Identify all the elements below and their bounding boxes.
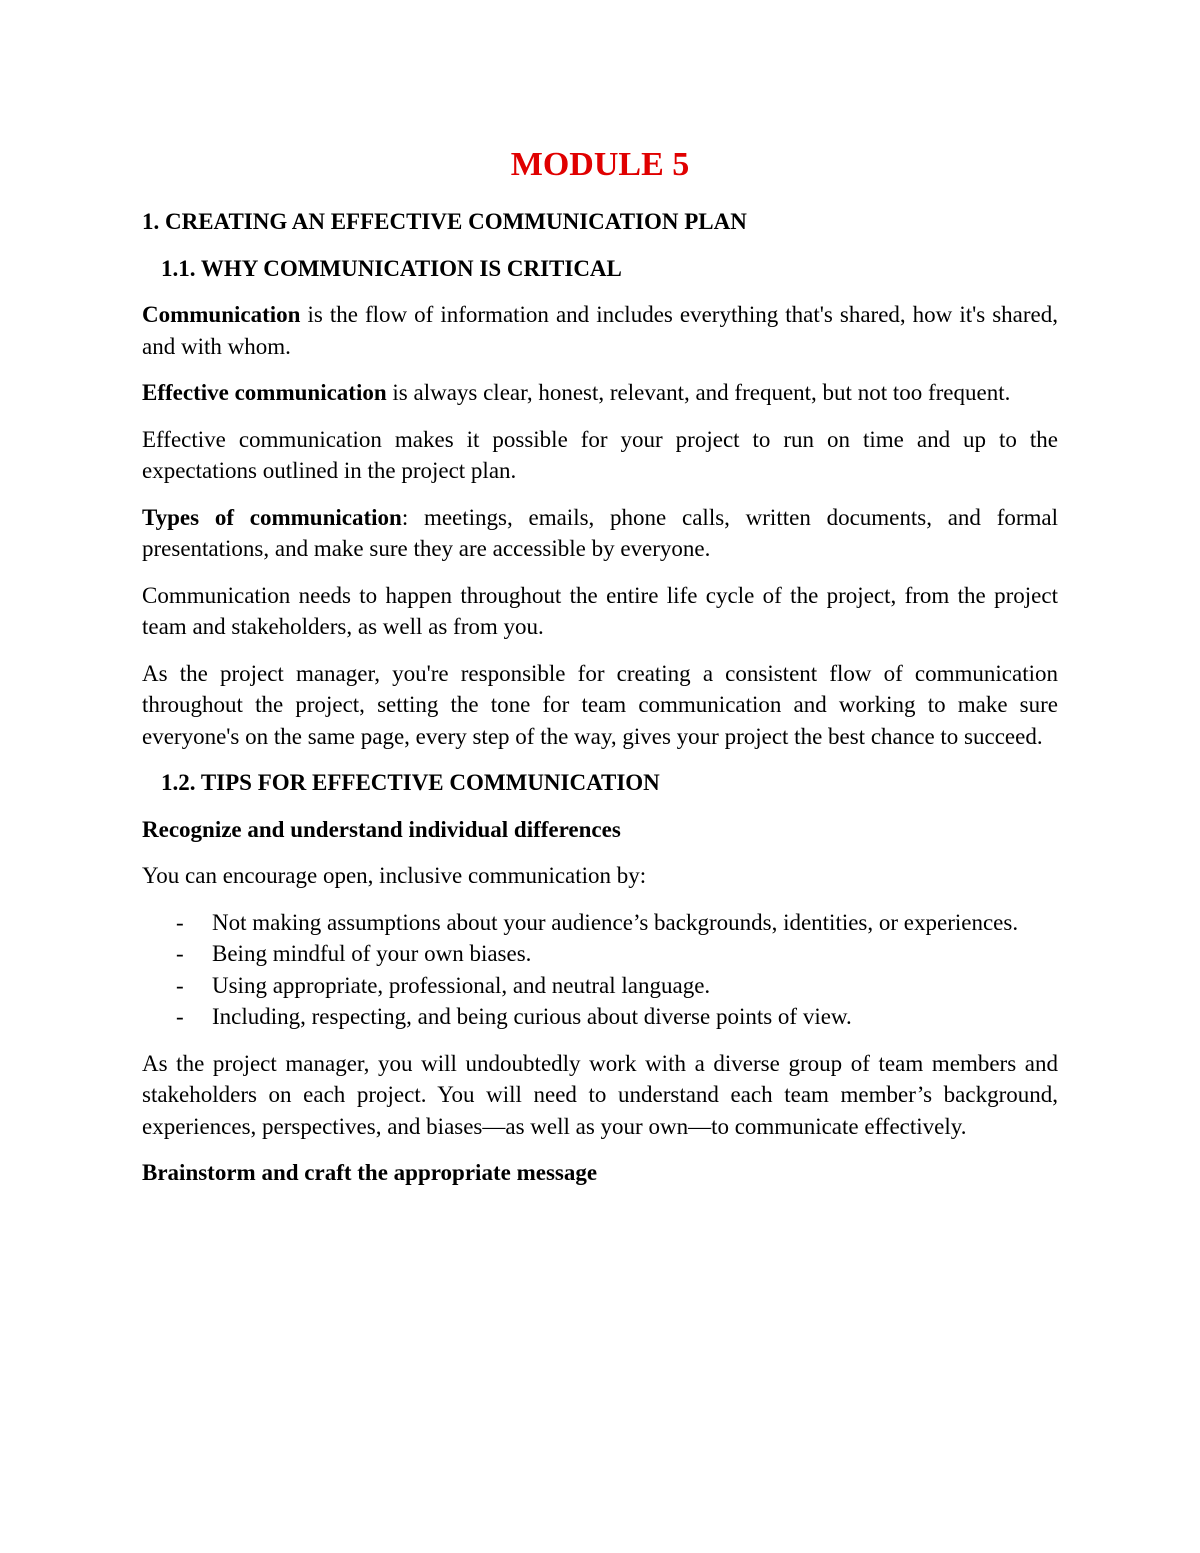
term-effective-communication: Effective communication	[142, 380, 387, 405]
subsection-heading-1-1: 1.1. WHY COMMUNICATION IS CRITICAL	[161, 255, 622, 281]
paragraph-diverse-group: As the project manager, you will undoubtedly work with a diverse group of team members and stakeholders on each project. You will need to understand each team member’s background, experiences, perspectives, and biases—as well as your own—to communicate effectively.	[142, 1050, 1058, 1139]
list-item-text: Being mindful of your own biases.	[212, 941, 532, 966]
subheading-individual-differences: Recognize and understand individual differences	[142, 816, 621, 842]
paragraph-text: is always clear, honest, relevant, and frequent, but not too frequent.	[386, 380, 1011, 405]
dash-bullet: -	[176, 1004, 184, 1029]
list-item-text: Using appropriate, professional, and neutral language.	[212, 972, 711, 998]
list-item-text: Including, respecting, and being curious about diverse points of view.	[212, 1004, 852, 1029]
paragraph-types-of-communication	[142, 502, 1058, 565]
list-item	[142, 1001, 1058, 1033]
subsection-heading-1-2: 1.2. TIPS FOR EFFECTIVE COMMUNICATION	[161, 770, 660, 795]
module-title: MODULE 5	[510, 146, 690, 183]
paragraph-effective-communication	[142, 377, 1058, 409]
paragraph-text: : meetings, emails, phone calls, written documents, and formal presentations, and make sure they are accessible by everyone.	[142, 504, 1058, 561]
list-item	[142, 938, 1058, 970]
dash-bullet: -	[176, 972, 184, 998]
subheading-brainstorm-message: Brainstorm and craft the appropriate message	[142, 1160, 598, 1185]
paragraph-text: is the flow of information and includes everything that's shared, how it's shared, and with whom.	[142, 302, 1058, 359]
list-item	[142, 970, 1058, 1002]
paragraph-communication-definition	[142, 299, 1058, 362]
dash-bullet: -	[176, 909, 184, 935]
paragraph-project-manager-responsibility: As the project manager, you're responsible for creating a consistent flow of communication throughout the project, setting the tone for team communication and working to make sure everyone's on the same page, every step of the way, gives your project the best chance to succeed.	[142, 660, 1058, 749]
paragraph-encourage-intro: You can encourage open, inclusive communication by:	[142, 863, 647, 888]
section-heading-1: 1. CREATING AN EFFECTIVE COMMUNICATION PLAN	[142, 209, 747, 234]
paragraph-life-cycle: Communication needs to happen throughout the entire life cycle of the project, from the project team and stakeholders, as well as from you.	[142, 582, 1058, 639]
dash-bullet: -	[176, 941, 184, 966]
list-item-text: Not making assumptions about your audience’s backgrounds, identities, or experiences.	[212, 909, 1019, 935]
list-item	[142, 907, 1058, 939]
term-types-of-communication: Types of communication	[142, 504, 402, 530]
tips-list	[142, 907, 1058, 1033]
paragraph-project-on-time: Effective communication makes it possible for your project to run on time and up to the expectations outlined in the project plan.	[142, 426, 1058, 483]
term-communication: Communication	[142, 302, 301, 327]
